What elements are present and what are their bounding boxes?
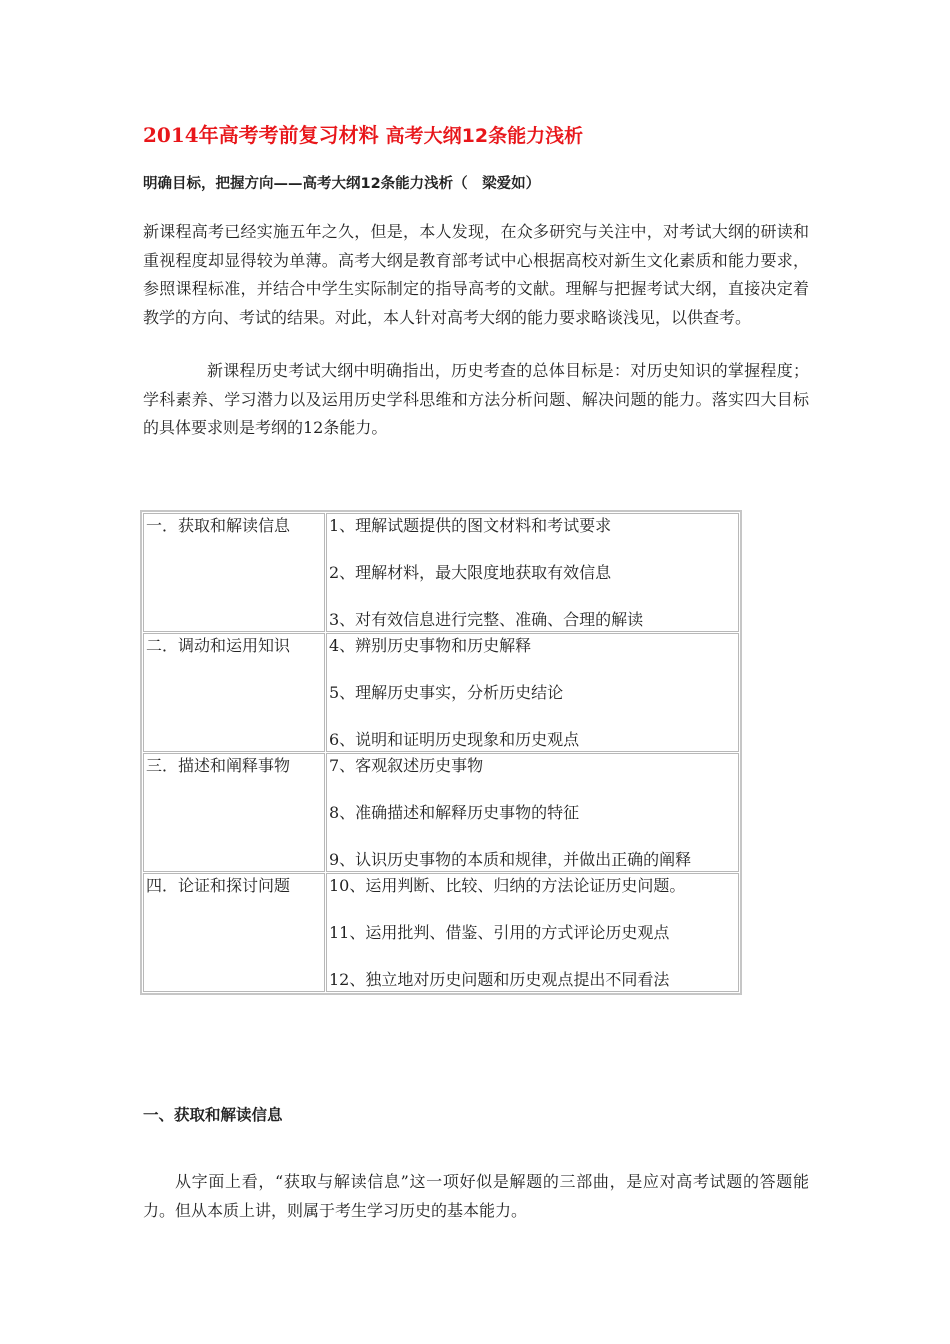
ability-item: 8、准确描述和解释历史事物的特征 [329, 803, 580, 822]
document-body [143, 120, 809, 443]
table-row [143, 633, 739, 752]
items-cell [326, 633, 739, 752]
ability-item: 6、说明和证明历史现象和历史观点 [329, 730, 580, 749]
ability-table [140, 510, 742, 995]
ability-item: 7、客观叙述历史事物 [329, 756, 484, 775]
ability-item: 4、辨别历史事物和历史解释 [329, 636, 532, 655]
ability-item: 5、理解历史事实，分析历史结论 [329, 683, 564, 702]
category-cell: 四．论证和探讨问题 [143, 873, 325, 992]
objective-paragraph: 新课程历史考试大纲中明确指出，历史考查的总体目标是：对历史知识的掌握程度；学科素养、学习潜力以及运用历史学科思维和方法分析问题、解决问题的能力。落实四大目标的具体要求则是考纲的12条能力。 [143, 361, 809, 437]
ability-item: 11、运用批判、借鉴、引用的方式评论历史观点 [329, 923, 670, 942]
category-cell: 三．描述和阐释事物 [143, 753, 325, 872]
table-row [143, 873, 739, 992]
document-title [143, 120, 809, 151]
ability-item: 10、运用判断、比较、归纳的方法论证历史问题。 [329, 876, 686, 895]
ability-item: 2、理解材料，最大限度地获取有效信息 [329, 563, 612, 582]
items-cell [326, 873, 739, 992]
intro-paragraph: 新课程高考已经实施五年之久，但是，本人发现，在众多研究与关注中，对考试大纲的研读和重视程度却显得较为单薄。高考大纲是教育部考试中心根据高校对新生文化素质和能力要求，参照课程标准，并结合中学生实际制定的指导高考的文献。理解与把握考试大纲，直接决定着教学的方向、考试的结果。对此，本人针对高考大纲的能力要求略谈浅见，以供查考。 [143, 222, 809, 327]
ability-item: 9、认识历史事物的本质和规律，并做出正确的阐释 [329, 850, 692, 869]
section-body [143, 1150, 809, 1225]
table-row [143, 753, 739, 872]
table-row [143, 513, 739, 632]
category-cell: 二．调动和运用知识 [143, 633, 325, 752]
items-cell [326, 513, 739, 632]
items-cell [326, 753, 739, 872]
ability-item: 1、理解试题提供的图文材料和考试要求 [329, 516, 612, 535]
ability-item: 3、对有效信息进行完整、准确、合理的解读 [329, 610, 644, 629]
title-part-2: 高考大纲12条能力浅析 [385, 125, 584, 147]
category-cell: 一．获取和解读信息 [143, 513, 325, 632]
section-heading: 一、获取和解读信息 [143, 1106, 283, 1124]
document-subtitle: 明确目标，把握方向——高考大纲12条能力浅析（ 梁爱如） [143, 176, 541, 192]
title-part-1: 2014年高考考前复习材料 [143, 123, 379, 147]
ability-item: 12、独立地对历史问题和历史观点提出不同看法 [329, 970, 670, 989]
section-paragraph: 从字面上看，“获取与解读信息”这一项好似是解题的三部曲，是应对高考试题的答题能力。但从本质上讲，则属于考生学习历史的基本能力。 [143, 1172, 809, 1220]
